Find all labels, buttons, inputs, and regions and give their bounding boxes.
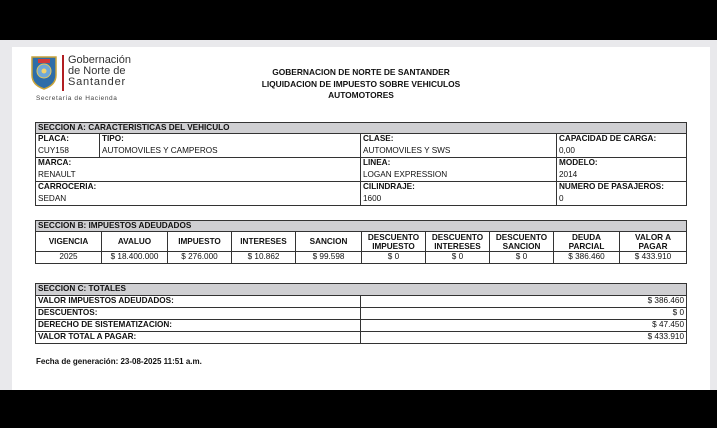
table-cell: $ 18.400.000 — [102, 252, 168, 264]
col-header: DESCUENTO SANCION — [490, 232, 554, 252]
modelo-value: 2014 — [557, 170, 687, 182]
total-value: $ 0 — [361, 308, 687, 320]
table-row — [36, 252, 687, 264]
section-b-title: SECCION B: IMPUESTOS ADEUDADOS — [36, 221, 687, 232]
total-value: $ 47.450 — [361, 320, 687, 332]
capacidad-value: 0,00 — [557, 146, 687, 158]
table-cell: $ 386.460 — [554, 252, 620, 264]
linea-label: LINEA: — [361, 158, 557, 170]
totals-row — [36, 296, 687, 308]
total-label: VALOR IMPUESTOS ADEUDADOS: — [36, 296, 361, 308]
totals-row — [36, 320, 687, 332]
col-header: VALOR A PAGAR — [620, 232, 687, 252]
table-cell: 2025 — [36, 252, 102, 264]
linea-value: LOGAN EXPRESSION — [361, 170, 557, 182]
total-value: $ 433.910 — [361, 332, 687, 344]
col-header: IMPUESTO — [168, 232, 232, 252]
document-viewer — [0, 40, 717, 390]
document-title — [12, 67, 710, 102]
table-cell: $ 276.000 — [168, 252, 232, 264]
clase-label: CLASE: — [361, 134, 557, 146]
total-label: VALOR TOTAL A PAGAR: — [36, 332, 361, 344]
col-header: DEUDA PARCIAL — [554, 232, 620, 252]
table-cell: $ 0 — [490, 252, 554, 264]
col-header: INTERESES — [232, 232, 296, 252]
tipo-label: TIPO: — [100, 134, 361, 146]
total-label: DERECHO DE SISTEMATIZACION: — [36, 320, 361, 332]
table-cell: $ 99.598 — [296, 252, 362, 264]
generation-date: Fecha de generación: 23-08-2025 11:51 a.m. — [36, 357, 202, 366]
tipo-value: AUTOMOVILES Y CAMPEROS — [100, 146, 361, 158]
title-line-1: GOBERNACION DE NORTE DE SANTANDER — [272, 67, 450, 77]
placa-value: CUY158 — [36, 146, 100, 158]
marca-label: MARCA: — [36, 158, 361, 170]
col-header: AVALUO — [102, 232, 168, 252]
table-cell: $ 433.910 — [620, 252, 687, 264]
logo-text: Gobernación de Norte de Santander — [68, 54, 131, 88]
title-line-3: AUTOMOTORES — [328, 90, 394, 101]
cilindraje-value: 1600 — [361, 194, 557, 206]
col-header: DESCUENTO INTERESES — [426, 232, 490, 252]
logo-subtitle: Secretaría de Hacienda — [36, 95, 118, 102]
col-header: DESCUENTO IMPUESTO — [362, 232, 426, 252]
section-a-title: SECCION A: CARACTERISTICAS DEL VEHICULO — [36, 123, 687, 134]
section-a-table — [35, 122, 687, 206]
carroceria-value: SEDAN — [36, 194, 361, 206]
table-cell: $ 10.862 — [232, 252, 296, 264]
document-page — [12, 47, 710, 390]
cilindraje-label: CILINDRAJE: — [361, 182, 557, 194]
marca-value: RENAULT — [36, 170, 361, 182]
table-cell: $ 0 — [362, 252, 426, 264]
totals-row — [36, 332, 687, 344]
totals-row — [36, 308, 687, 320]
pasajeros-label: NUMERO DE PASAJEROS: — [557, 182, 687, 194]
modelo-label: MODELO: — [557, 158, 687, 170]
pasajeros-value: 0 — [557, 194, 687, 206]
placa-label: PLACA: — [36, 134, 100, 146]
col-header: VIGENCIA — [36, 232, 102, 252]
title-line-2: LIQUIDACION DE IMPUESTO SOBRE VEHICULOS — [261, 78, 461, 89]
carroceria-label: CARROCERIA: — [36, 182, 361, 194]
capacidad-label: CAPACIDAD DE CARGA: — [557, 134, 687, 146]
total-label: DESCUENTOS: — [36, 308, 361, 320]
table-cell: $ 0 — [426, 252, 490, 264]
col-header: SANCION — [296, 232, 362, 252]
section-c-title: SECCION C: TOTALES — [36, 284, 687, 296]
section-c-table — [35, 283, 687, 344]
section-b-table — [35, 220, 687, 264]
clase-value: AUTOMOVILES Y SWS — [361, 146, 557, 158]
total-value: $ 386.460 — [361, 296, 687, 308]
